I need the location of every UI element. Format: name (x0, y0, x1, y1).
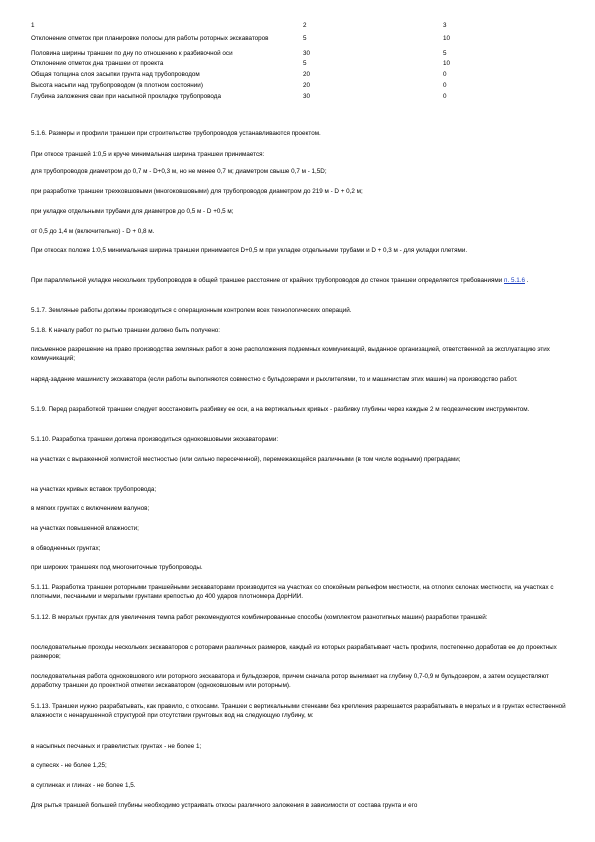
table-row (31, 60, 574, 71)
paragraph: наряд-задание машинисту экскаватора (если работы выполняются совместно с бульдозерами и рыхлителями, то и машинистам этих машин) на производство работ. (31, 376, 518, 383)
tolerance-table (31, 22, 574, 104)
table-cell: 10 (443, 60, 451, 67)
table-cell: 30 (303, 50, 311, 57)
paragraph: 5.1.9. Перед разработкой траншеи следует восстановить разбивку ее оси, а на вертикальных кривых - разбивку глубины через каждые 2 м геодезическим инструментом. (31, 406, 530, 413)
paragraph: в суглинках и глинах - не более 1,5. (31, 782, 136, 789)
table-cell: Отклонение отметок при планировке полосы для работы роторных экскаваторов (31, 35, 269, 42)
table-cell: 0 (443, 93, 447, 100)
paragraph-text: При параллельной укладке нескольких трубопроводов в общей траншее расстояние от крайних трубопроводов до стенок траншеи определяется требованиями (31, 277, 505, 284)
paragraph (31, 276, 574, 285)
table-cell: 0 (443, 71, 447, 78)
paragraph: 5.1.10. Разработка траншеи должна производиться одноковшовыми экскаваторами: (31, 436, 279, 443)
paragraph: от 0,5 до 1,4 м (включительно) - D + 0,8 м. (31, 228, 155, 235)
paragraph: 5.1.8. К началу работ по рытью траншеи должно быть получено: (31, 327, 221, 334)
table-cell: 5 (303, 60, 307, 67)
paragraph: в насыпных песчаных и гравелистых грунтах - не более 1; (31, 743, 202, 750)
paragraph: последовательная работа одноковшового или роторного экскаватора и бульдозеров, причем сначала ротор вынимает на глубину 0,7-0,9 м бульдозером, а затем осуществляют доработку траншеи до проектной отметки экскаватором (одноковшовым или роторным). (31, 673, 549, 690)
paragraph: последовательные проходы нескольких экскаваторов с роторами различных размеров, каждый из которых разрабатывает часть профиля, постепенно доработав ее до проектных размеров; (31, 644, 557, 661)
paragraph: в мягких грунтах с включением валунов; (31, 505, 150, 512)
table-row (31, 82, 574, 93)
paragraph: для трубопроводов диаметром до 0,7 м - D+0,3 м, но не менее 0,7 м; диаметром свыше 0,7 м - 1,5D; (31, 168, 327, 175)
section-link[interactable]: п. 5.1.6 (504, 277, 525, 284)
table-cell: Общая толщина слоя засыпки грунта над трубопроводом (31, 71, 200, 78)
paragraph: при широких траншеях под многониточные трубопроводы. (31, 564, 203, 571)
table-cell: 5 (443, 50, 447, 57)
table-row (31, 71, 574, 82)
paragraph: 5.1.12. В мерзлых грунтах для увеличения темпа работ рекомендуются комбинированные способы (комплектом разнотипных машин) разработки траншей: (31, 614, 488, 621)
paragraph: на участках кривых вставок трубопровода; (31, 486, 157, 493)
table-header-cell: 2 (303, 22, 307, 29)
paragraph: в обводненных грунтах; (31, 545, 101, 552)
table-cell: 20 (303, 82, 311, 89)
paragraph: на участках повышенной влажности; (31, 525, 139, 532)
paragraph: на участках с выраженной холмистой местностью (или сильно пересеченной), перемежающейся различными (в том числе водными) преградами; (31, 456, 461, 463)
paragraph: при укладке отдельными трубами для диаметров до 0,5 м - D +0,5 м; (31, 208, 234, 215)
table-cell: 10 (443, 35, 451, 42)
table-cell: Высота насыпи над трубопроводом (в плотном состоянии) (31, 82, 203, 89)
table-cell: Половина ширины траншеи по дну по отношению к разбивочной оси (31, 50, 233, 57)
table-cell: 5 (303, 35, 307, 42)
paragraph: 5.1.6. Размеры и профили траншеи при строительстве трубопроводов устанавливаются проектом. (31, 130, 321, 137)
table-header-cell: 3 (443, 22, 447, 29)
table-row (31, 35, 574, 50)
table-row (31, 93, 574, 104)
paragraph: при разработке траншеи трехковшовыми (многоковшовыми) для трубопроводов диаметром до 219 м - D + 0,2 м; (31, 188, 363, 195)
table-row (31, 50, 574, 60)
table-header-row (31, 22, 574, 35)
table-cell: Отклонение отметок дна траншеи от проекта (31, 60, 164, 67)
table-cell: 0 (443, 82, 447, 89)
paragraph: в супесях - не более 1,25; (31, 762, 107, 769)
paragraph-text-tail: . (526, 277, 529, 284)
paragraph: письменное разрешение на право производства земляных работ в зоне расположения подземных коммуникаций, выданное организацией, ответственной за эксплуатацию этих коммуникаций; (31, 346, 550, 363)
table-header-cell: 1 (31, 22, 35, 29)
paragraph: При откосах положе 1:0,5 минимальная ширина траншеи принимается D+0,5 м при укладке отдельными трубами и D + 0,3 м - для укладки плетями. (31, 247, 468, 254)
paragraph: 5.1.13. Траншеи нужно разрабатывать, как правило, с откосами. Траншеи с вертикальными стенками без крепления разрешается разрабатывать в мерзлых и в грунтах естественной влажности с ненарушенной структурой при отсутствии грунтовых вод на следующую глубину, м: (31, 703, 566, 720)
paragraph: 5.1.11. Разработка траншеи роторными траншейными экскаваторами производится на участках со спокойным рельефом местности, на отлогих склонах местности, на участках с плотными, песчаными и мерзлыми грунтами крепостью до 400 ударов плотномера ДорНИИ. (31, 584, 554, 601)
paragraph: 5.1.7. Земляные работы должны производиться с операционным контролем всех технологических операций. (31, 307, 352, 314)
table-cell: 30 (303, 93, 311, 100)
paragraph: При откосе траншей 1:0,5 и круче минимальная ширина траншеи принимается: (31, 151, 265, 158)
paragraph: Для рытья траншей большей глубины необходимо устраивать откосы различного заложения в зависимости от состава грунта и его (31, 802, 418, 809)
table-cell: Глубина заложения сваи при насыпной прокладке трубопровода (31, 93, 221, 100)
table-cell: 20 (303, 71, 311, 78)
